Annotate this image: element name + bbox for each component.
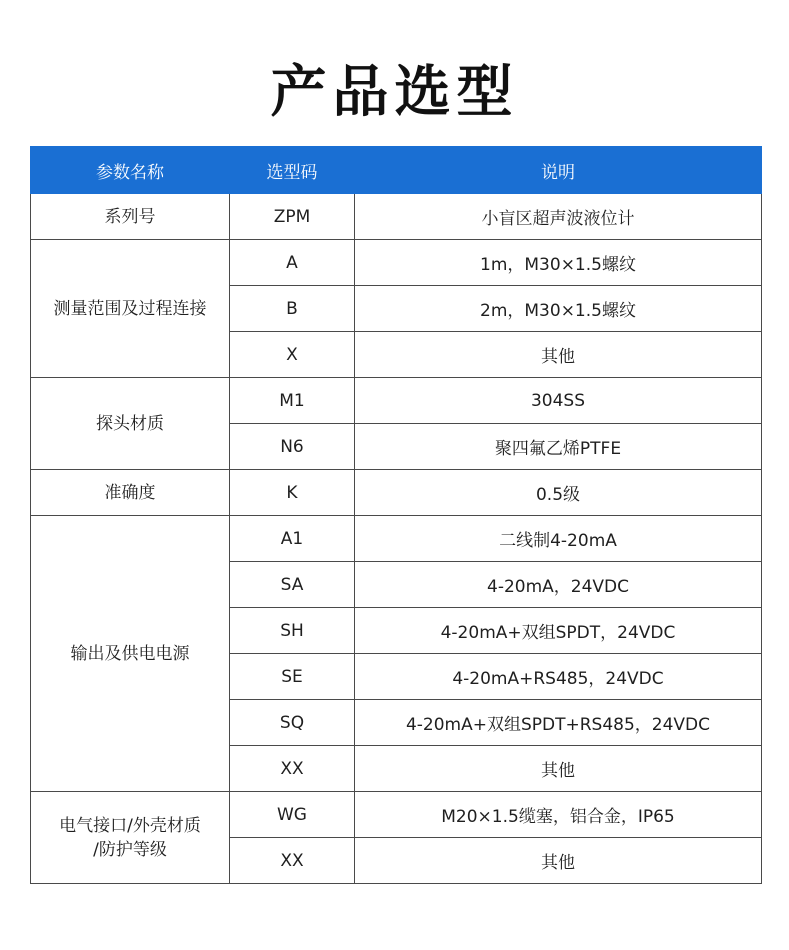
header-description: 说明: [355, 147, 762, 194]
code-cell: N6: [230, 424, 355, 470]
description-cell: 304SS: [355, 378, 762, 424]
page-title: 产品选型: [270, 60, 519, 125]
header-param-name: 参数名称: [31, 147, 230, 194]
description-cell: 其他: [355, 332, 762, 378]
description-cell: 1m，M30×1.5螺纹: [355, 240, 762, 286]
table-row: [31, 378, 762, 424]
description-cell: 0.5级: [355, 470, 762, 516]
code-cell: SH: [230, 608, 355, 654]
table-row: [31, 470, 762, 516]
code-cell: WG: [230, 792, 355, 838]
code-cell: SE: [230, 654, 355, 700]
code-cell: A: [230, 240, 355, 286]
table-row: [31, 516, 762, 562]
code-cell: SA: [230, 562, 355, 608]
code-cell: M1: [230, 378, 355, 424]
description-cell: 4-20mA，24VDC: [355, 562, 762, 608]
param-name-cell: 电气接口/外壳材质 /防护等级: [31, 792, 230, 884]
header-selection-code: 选型码: [230, 147, 355, 194]
table-row: [31, 792, 762, 838]
code-cell: ZPM: [230, 194, 355, 240]
table-header-row: [31, 147, 762, 194]
description-cell: 其他: [355, 838, 762, 884]
description-cell: 4-20mA+双组SPDT+RS485，24VDC: [355, 700, 762, 746]
param-name-cell: 系列号: [31, 194, 230, 240]
code-cell: A1: [230, 516, 355, 562]
description-cell: 4-20mA+RS485，24VDC: [355, 654, 762, 700]
table-row: [31, 194, 762, 240]
description-cell: M20×1.5缆塞，铝合金，IP65: [355, 792, 762, 838]
param-name-cell: 准确度: [31, 470, 230, 516]
description-cell: 2m，M30×1.5螺纹: [355, 286, 762, 332]
description-cell: 聚四氟乙烯PTFE: [355, 424, 762, 470]
description-cell: 4-20mA+双组SPDT，24VDC: [355, 608, 762, 654]
description-cell: 二线制4-20mA: [355, 516, 762, 562]
param-name-cell: 测量范围及过程连接: [31, 240, 230, 378]
table-row: [31, 240, 762, 286]
description-cell: 小盲区超声波液位计: [355, 194, 762, 240]
code-cell: SQ: [230, 700, 355, 746]
code-cell: X: [230, 332, 355, 378]
param-name-cell: 探头材质: [31, 378, 230, 470]
code-cell: K: [230, 470, 355, 516]
param-name-cell: 输出及供电电源: [31, 516, 230, 792]
code-cell: B: [230, 286, 355, 332]
table-body: [31, 194, 762, 884]
selection-table: [30, 146, 762, 884]
code-cell: XX: [230, 838, 355, 884]
description-cell: 其他: [355, 746, 762, 792]
code-cell: XX: [230, 746, 355, 792]
